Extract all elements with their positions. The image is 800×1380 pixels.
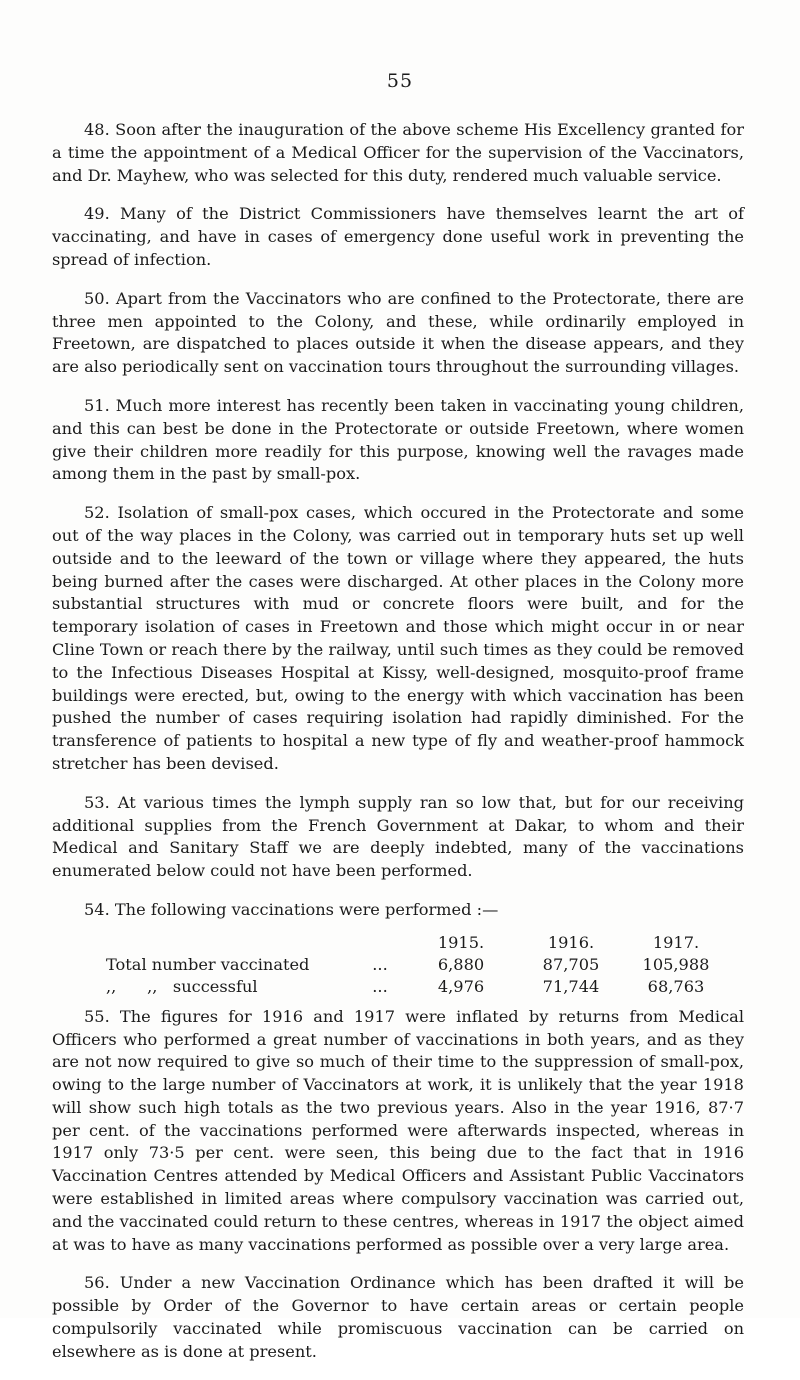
- paragraph-49: 49. Many of the District Commissioners have themselves learnt the art of vaccinating, and have in cases of emergency done useful work in preventing the spread of infection.: [52, 204, 744, 269]
- table-header-year: 1915.: [437, 932, 485, 952]
- row-label: ,, ,, successful: [106, 976, 258, 996]
- paragraph-54: 54. The following vaccinations were performed :—: [84, 899, 499, 919]
- table-cell: 4,976: [437, 976, 485, 996]
- paragraph-51: 51. Much more interest has recently been taken in vaccinating young children, and this can best be done in the Protectorate or outside Freetown, where women give their children more readily for this purpose, knowing well the ravages made among them in the past by small-pox.: [52, 395, 744, 484]
- row-leader: ...: [372, 976, 388, 996]
- vaccination-table: [96, 932, 726, 998]
- table-cell: 68,763: [647, 976, 705, 996]
- table-cell: 105,988: [642, 954, 710, 974]
- paragraph-53: 53. At various times the lymph supply ran so low that, but for our receiving additional supplies from the French Government at Dakar, to whom and their Medical and Sanitary Staff we are deeply indebted, many of the vaccinations enumerated below could not have been performed.: [52, 792, 744, 881]
- row-leader: ...: [372, 954, 388, 974]
- table-header-blank: [96, 932, 354, 954]
- table-row: [96, 954, 726, 976]
- paragraph-50: 50. Apart from the Vaccinators who are confined to the Protectorate, there are three men appointed to the Colony, and these, while ordinarily employed in Freetown, are dispatched to places outside it when the disease appears, and they are also periodically sent on vaccination tours throughout the surrounding villages.: [52, 288, 744, 377]
- table-header-row: [96, 932, 726, 954]
- table-row: [96, 976, 726, 998]
- row-label: Total number vaccinated: [106, 954, 310, 974]
- table-cell: 71,744: [542, 976, 600, 996]
- paragraph-56: 56. Under a new Vaccination Ordinance which has been drafted it will be possible by Order of the Governor to have certain areas or certain people compulsorily vaccinated while promiscuous vaccination can be carried on elsewhere as is done at present.: [52, 1273, 744, 1361]
- table-cell: 87,705: [542, 954, 600, 974]
- table-header-blank: [354, 932, 406, 954]
- table-cell: 6,880: [437, 954, 485, 974]
- page-number: 55: [386, 70, 414, 92]
- paragraph-55: 55. The figures for 1916 and 1917 were inflated by returns from Medical Officers who performed a great number of vaccinations in both years, and as they are not now required to give so much of their time to the suppression of small-pox, owing to the large number of Vaccinators at work, it is unlikely that the year 1918 will show such high totals as the two previous years. Also in the year 1916, 87·7 per cent. of the vaccinations performed were afterwards inspected, whereas in 1917 only 73·5 per cent. were seen, this being due to the fact that in 1916 Vaccination Centres attended by Medical Officers and Assistant Public Vaccinators were established in limited areas where compulsory vaccination was carried out, and the vaccinated could return to these centres, whereas in 1917 the object aimed at was to have as many vaccinations performed as possible over a very large area.: [52, 1006, 744, 1254]
- document-body: [52, 119, 744, 1380]
- table-header-year: 1917.: [652, 932, 700, 952]
- table-header-year: 1916.: [547, 932, 595, 952]
- paragraph-48: 48. Soon after the inauguration of the above scheme His Excellency granted for a time the appointment of a Medical Officer for the supervision of the Vaccinators, and Dr. Mayhew, who was selected for this duty, rendered much valuable service.: [52, 120, 744, 185]
- paragraph-52: 52. Isolation of small-pox cases, which occured in the Protectorate and some out of the way places in the Colony, was carried out in temporary huts set up well outside and to the leeward of the town or village where they appeared, the huts being burned after the cases were discharged. At other places in the Colony more substantial structures with mud or concrete floors were built, and for the temporary isolation of cases in Freetown and those which might occur in or near Cline Town or reach there by the railway, until such times as they could be removed to the Infectious Diseases Hospital at Kissy, well-designed, mosquito-proof frame buildings were erected, but, owing to the energy with which vaccination has been pushed the number of cases requiring isolation had rapidly diminished. For the transference of patients to hospital a new type of fly and weather-proof hammock stretcher has been devised.: [52, 503, 744, 773]
